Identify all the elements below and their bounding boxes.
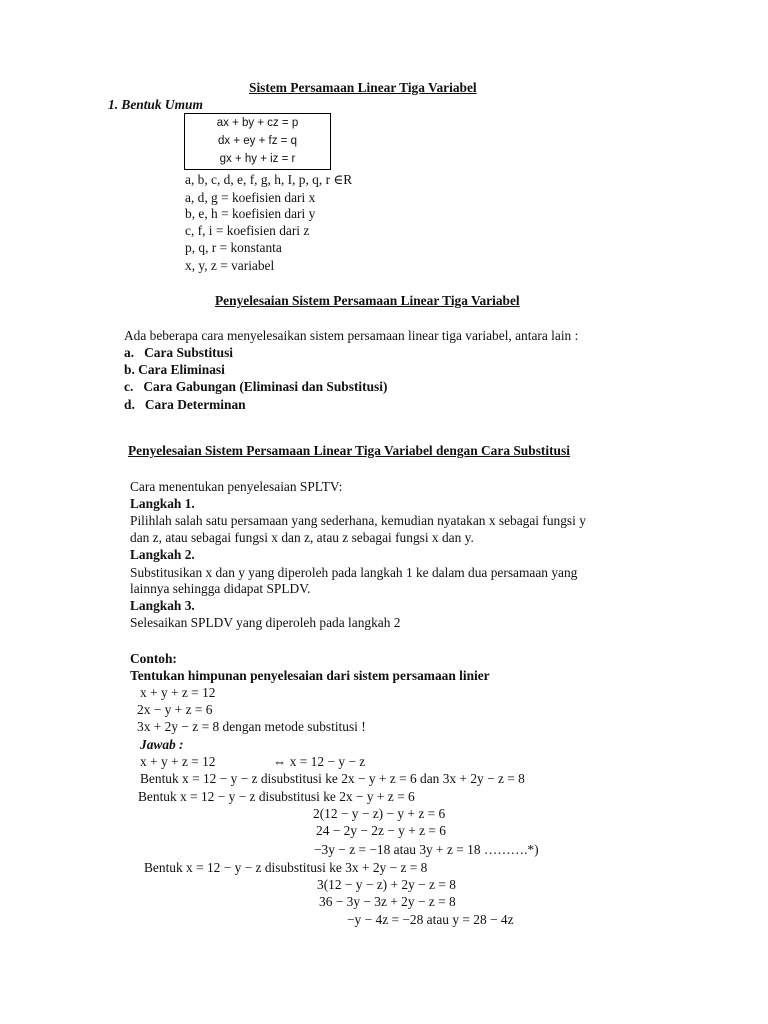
method-marker: b. bbox=[124, 362, 135, 377]
definition-line: c, f, i = koefisien dari z bbox=[185, 223, 310, 238]
method-label: Cara Gabungan (Eliminasi dan Substitusi) bbox=[143, 379, 388, 394]
cara-text: Cara menentukan penyelesaian SPLTV: bbox=[130, 479, 343, 494]
method-item bbox=[124, 362, 225, 378]
section-heading-penyelesaian: Penyelesaian Sistem Persamaan Linear Tiga Variabel bbox=[215, 293, 520, 308]
solution-line: Bentuk x = 12 − y − z disubstitusi ke 2x − y + z = 6 dan 3x + 2y − z = 8 bbox=[140, 771, 525, 786]
example-heading: Contoh: bbox=[130, 651, 177, 666]
method-marker: d. bbox=[124, 397, 135, 412]
step-1-title: Langkah 1. bbox=[130, 496, 195, 511]
intro-text: Ada beberapa cara menyelesaikan sistem persamaan linear tiga variabel, antara lain : bbox=[124, 328, 579, 343]
solution-line: Bentuk x = 12 − y − z disubstitusi ke 3x + 2y − z = 8 bbox=[144, 860, 428, 875]
section-heading-bentuk-umum: 1. Bentuk Umum bbox=[108, 97, 203, 112]
definition-line: b, e, h = koefisien dari y bbox=[185, 206, 316, 221]
solution-line: x + y + z = 12 bbox=[140, 754, 216, 769]
method-marker: a. bbox=[124, 345, 135, 360]
example-problem: Tentukan himpunan penyelesaian dari sistem persamaan linier bbox=[130, 668, 490, 683]
method-marker: c. bbox=[124, 379, 134, 394]
step-3-title: Langkah 3. bbox=[130, 598, 195, 613]
jawab-label: Jawab : bbox=[140, 737, 184, 752]
method-item bbox=[124, 379, 387, 395]
solution-line: Bentuk x = 12 − y − z disubstitusi ke 2x − y + z = 6 bbox=[138, 789, 415, 804]
equation-line: x + y + z = 12 bbox=[140, 685, 216, 700]
step-3-text: Selesaikan SPLDV yang diperoleh pada langkah 2 bbox=[130, 615, 401, 630]
definition-line: a, b, c, d, e, f, g, h, I, p, q, r ∈R bbox=[185, 172, 353, 187]
solution-line: ⇔ x = 12 − y − z bbox=[273, 754, 366, 769]
step-2-text: Substitusikan x dan y yang diperoleh pada langkah 1 ke dalam dua persamaan yang bbox=[130, 565, 578, 580]
method-item bbox=[124, 397, 246, 413]
general-form-equation-2: dx + ey + fz = q bbox=[218, 135, 297, 147]
method-label: Cara Substitusi bbox=[144, 345, 234, 360]
equation-line: 3x + 2y − z = 8 dengan metode substitusi ! bbox=[137, 719, 366, 734]
solution-line: 24 − 2y − 2z − y + z = 6 bbox=[316, 823, 446, 838]
solution-line: 2(12 − y − z) − y + z = 6 bbox=[313, 806, 446, 821]
definition-line: a, d, g = koefisien dari x bbox=[185, 190, 316, 205]
general-form-equation-3: gx + hy + iz = r bbox=[219, 153, 296, 165]
equation-line: 2x − y + z = 6 bbox=[137, 702, 213, 717]
solution-line: 36 − 3y − 3z + 2y − z = 8 bbox=[319, 894, 456, 909]
method-label: Cara Eliminasi bbox=[138, 362, 225, 377]
step-1-text: Pilihlah salah satu persamaan yang sederhana, kemudian nyatakan x sebagai fungsi y bbox=[130, 513, 586, 528]
page-title: Sistem Persamaan Linear Tiga Variabel bbox=[249, 80, 477, 95]
solution-line: −3y − z = −18 atau 3y + z = 18 ……….*) bbox=[314, 842, 539, 857]
step-2-text: lainnya sehingga didapat SPLDV. bbox=[130, 581, 311, 596]
step-2-title: Langkah 2. bbox=[130, 547, 195, 562]
method-label: Cara Determinan bbox=[144, 397, 246, 412]
solution-line: −y − 4z = −28 atau y = 28 − 4z bbox=[347, 912, 514, 927]
general-form-equation-1: ax + by + cz = p bbox=[216, 117, 299, 129]
step-1-text: dan z, atau sebagai fungsi x dan z, atau z sebagai fungsi x dan y. bbox=[130, 530, 474, 545]
definition-line: x, y, z = variabel bbox=[185, 258, 275, 273]
method-item bbox=[124, 345, 233, 361]
section-heading-substitusi: Penyelesaian Sistem Persamaan Linear Tiga Variabel dengan Cara Substitusi bbox=[128, 443, 570, 458]
solution-line: 3(12 − y − z) + 2y − z = 8 bbox=[317, 877, 456, 892]
general-form-box bbox=[184, 113, 331, 170]
definition-line: p, q, r = konstanta bbox=[185, 240, 282, 255]
